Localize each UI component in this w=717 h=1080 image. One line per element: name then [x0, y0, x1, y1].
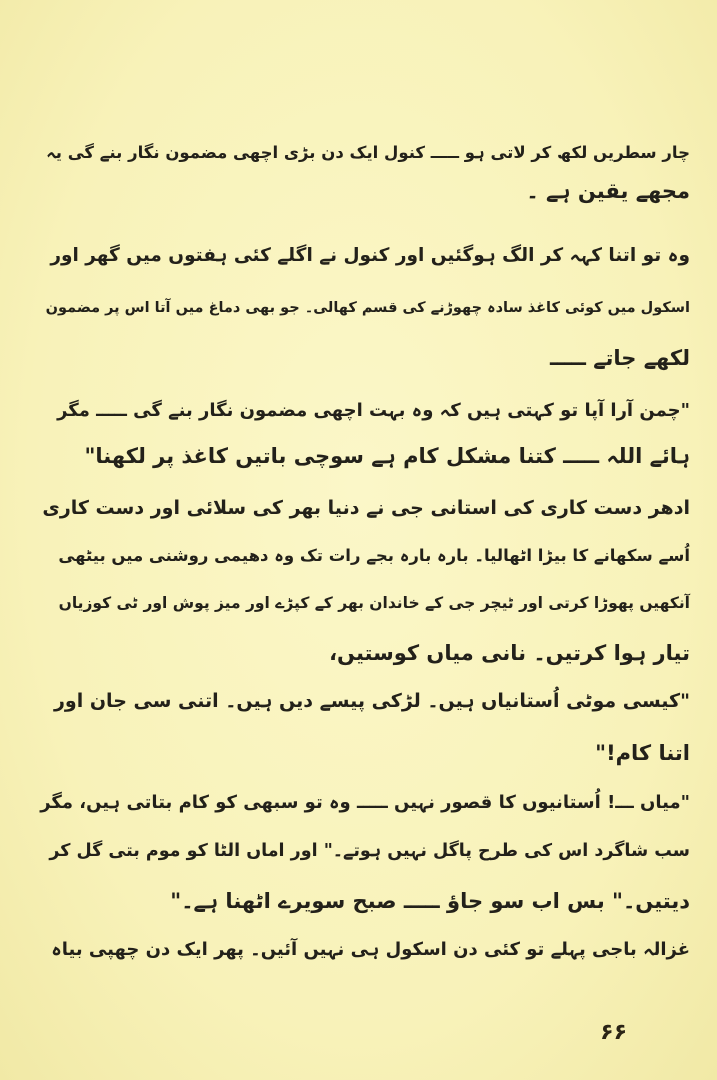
text-line: غزالہ باجی پہلے تو کئی دن اسکول ہی نہیں آئیں۔ پھر ایک دن چھپی بیاہ [51, 939, 690, 960]
text-line: چار سطریں لکھ کر لاتی ہو ـــــ کنول ایک دن بڑی اچھی مضمون نگار بنے گی یہ [46, 143, 690, 162]
text-line: "کیسی موٹی اُستانیاں ہیں۔ لڑکی پیسے دیں ہیں۔ اتنی سی جان اور [53, 690, 690, 712]
text-line: ادھر دست کاری کی استانی جی نے دنیا بھر کی سلائی اور دست کاری [42, 497, 690, 519]
text-line: مجھے یقین ہے ۔ [526, 179, 690, 203]
text-line: اُسے سکھانے کا بیڑا اٹھالیا۔ بارہ بارہ بجے رات تک وہ دھیمی روشنی میں بیٹھی [58, 546, 690, 565]
text-line: سب شاگرد اس کی طرح پاگل نہیں ہوتے۔" اور اماں الٹا کو موم بتی گل کر [49, 841, 690, 861]
text-line: آنکھیں پھوڑا کرتی اور ٹیچر جی کے خاندان بھر کے کپڑے اور میز پوش اور ٹی کوزیاں [58, 594, 690, 612]
text-line: اسکول میں کوئی کاغذ سادہ چھوڑنے کی قسم کھالی۔ جو بھی دماغ میں آتا اس پر مضمون [45, 300, 690, 316]
text-line: "چمن آرا آپا تو کہتی ہیں کہ وہ بہت اچھی مضمون نگار بنے گی ـــــ مگر [57, 400, 690, 421]
text-line: ہائے اللہ ـــــ کتنا مشکل کام ہے سوچی باتیں کاغذ پر لکھنا" [84, 444, 690, 468]
text-line: اتنا کام!" [595, 741, 690, 765]
text-line: دیتیں۔" بس اب سو جاؤ ـــــ صبح سویرے اٹھنا ہے۔" [170, 889, 690, 913]
text-line: لکھے جاتے ـــــ [550, 346, 690, 370]
text-line: "میاں ـــ! اُستانیوں کا قصور نہیں ـــــ وہ تو سبھی کو کام بتاتی ہیں، مگر [40, 792, 690, 813]
text-line: تیار ہوا کرتیں۔ نانی میاں کوستیں، [329, 641, 690, 665]
page-number: ۶۶ [600, 1020, 627, 1045]
text-line: وہ تو اتنا کہہ کر الگ ہوگئیں اور کنول نے اگلے کئی ہفتوں میں گھر اور [50, 245, 690, 266]
